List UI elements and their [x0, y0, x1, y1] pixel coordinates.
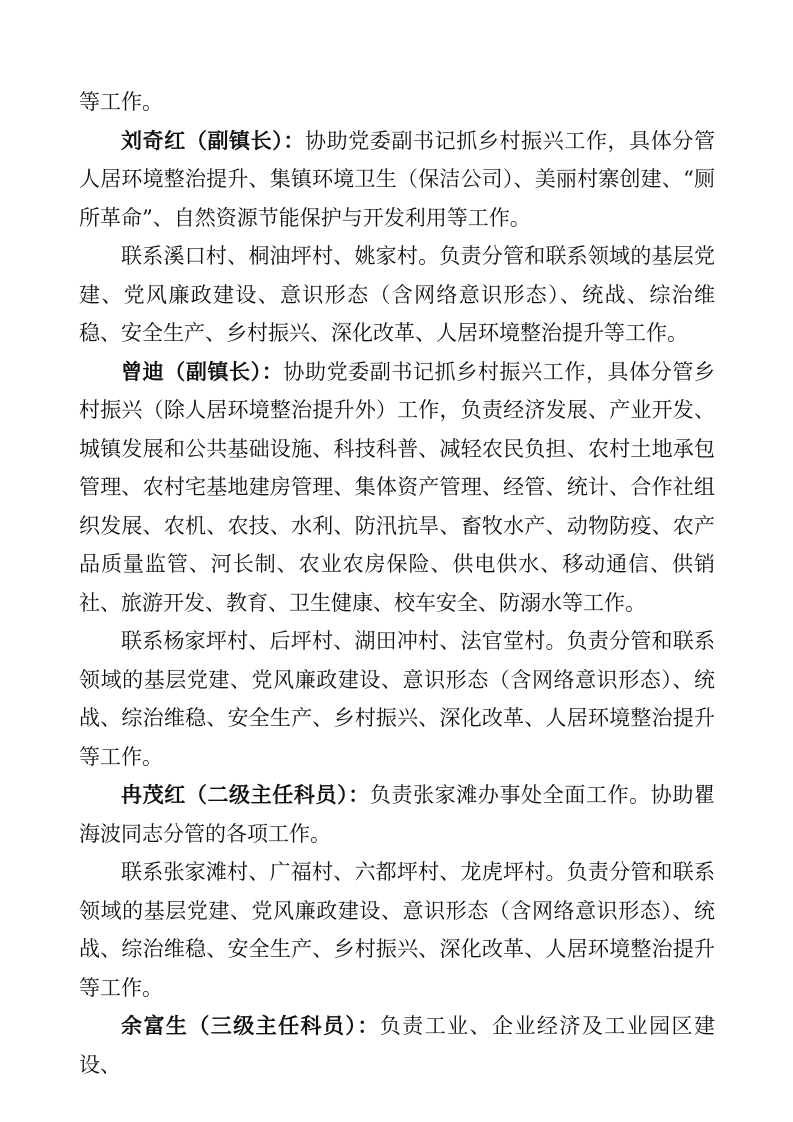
official-name-yufusheng: 余富生（三级主任科员）： — [121, 1014, 380, 1038]
document-page — [79, 83, 715, 1084]
official-name-zengdi: 曾迪（副镇长）： — [121, 359, 284, 384]
section-zengdi-contact: 联系杨家坪村、后坪村、湖田冲村、法官堂村。负责分管和联系领域的基层党建、党风廉政建设、意识形态（含网络意识形态）、统战、综治维稳、安全生产、乡村振兴、深化改革、人居环境整治提升等工作。 — [79, 629, 715, 769]
section-liuqihong-duty — [79, 122, 715, 238]
duty-text: 协助党委副书记抓乡村振兴工作，具体分管人居环境整治提升、集镇环境卫生（保洁公司）、美丽村寨创建、“厕所革命”、自然资源节能保护与开发利用等工作。 — [79, 128, 715, 230]
section-zengdi-duty — [79, 353, 715, 623]
duty-text: 协助党委副书记抓乡村振兴工作，具体分管乡村振兴（除人居环境整治提升外）工作，负责经济发展、产业开发、城镇发展和公共基础设施、科技科普、减轻农民负担、农村土地承包管理、农村宅基地建房管理、集体资产管理、经管、统计、合作社组织发展、农机、农技、水利、防汛抗旱、畜牧水产、动物防疫、农产品质量监管、河长制、农业农房保险、供电供水、移动通信、供销社、旅游开发、教育、卫生健康、校车安全、防溺水等工作。 — [79, 359, 715, 615]
section-yufusheng-duty — [79, 1007, 715, 1084]
duty-text: 负责工业、企业经济及工业园区建设、 — [79, 1014, 716, 1077]
section-ranmaohong-duty — [79, 776, 715, 853]
intro-paragraph: 等工作。 — [79, 90, 163, 114]
section-liuqihong-contact: 联系溪口村、桐油坪村、姚家村。负责分管和联系领域的基层党建、党风廉政建设、意识形态（含网络意识形态）、统战、综治维稳、安全生产、乡村振兴、深化改革、人居环境整治提升等工作。 — [79, 244, 715, 345]
duty-text: 负责张家滩办事处全面工作。协助瞿海波同志分管的各项工作。 — [79, 783, 716, 846]
official-name-liuqihong: 刘奇红（副镇长）： — [121, 128, 305, 153]
section-ranmaohong-contact: 联系张家滩村、广福村、六都坪村、龙虎坪村。负责分管和联系领域的基层党建、党风廉政建设、意识形态（含网络意识形态）、统战、综治维稳、安全生产、乡村振兴、深化改革、人居环境整治提升等工作。 — [79, 860, 715, 1000]
official-name-ranmaohong: 冉茂红（二级主任科员）： — [121, 783, 370, 807]
